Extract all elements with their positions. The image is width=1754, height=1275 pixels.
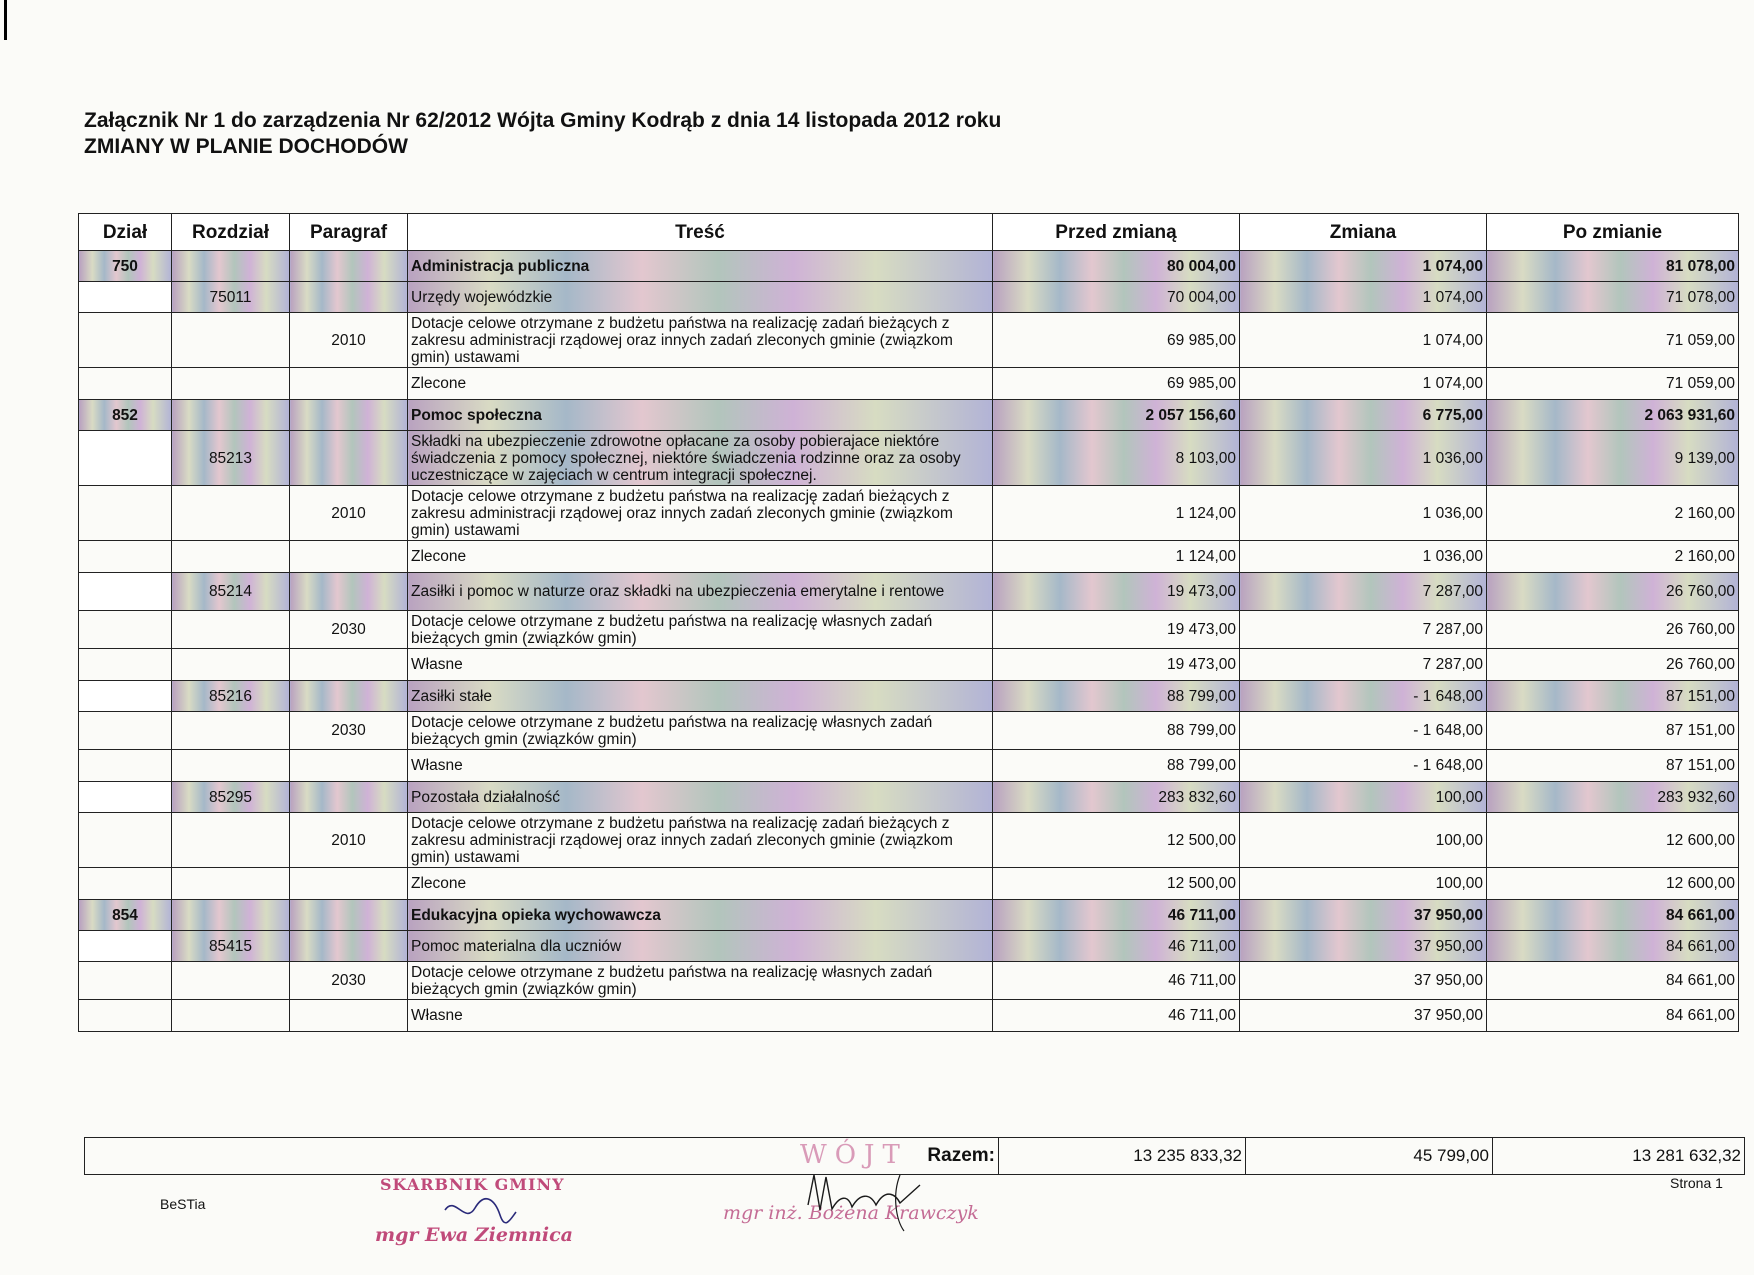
cell-paragraf xyxy=(290,750,408,782)
total-po: 13 281 632,32 xyxy=(1493,1138,1745,1175)
cell-rozdzial xyxy=(172,813,290,868)
cell-paragraf xyxy=(290,1000,408,1032)
cell-przed-zmiana: 19 473,00 xyxy=(993,649,1240,681)
cell-przed-zmiana: 70 004,00 xyxy=(993,282,1240,313)
cell-tresc: Dotacje celowe otrzymane z budżetu państwa na realizację zadań bieżących z zakresu administracji rządowej oraz innych zadań zleconych gminie (związkom gmin) ustawami xyxy=(408,813,993,868)
cell-tresc: Urzędy wojewódzkie xyxy=(408,282,993,313)
cell-paragraf xyxy=(290,573,408,611)
cell-przed-zmiana: 12 500,00 xyxy=(993,813,1240,868)
cell-dzial xyxy=(79,486,172,541)
cell-paragraf xyxy=(290,541,408,573)
cell-dzial xyxy=(79,962,172,1000)
cell-rozdzial: 75011 xyxy=(172,282,290,313)
cell-paragraf: 2010 xyxy=(290,813,408,868)
cell-paragraf xyxy=(290,282,408,313)
cell-przed-zmiana: 1 124,00 xyxy=(993,541,1240,573)
cell-tresc: Dotacje celowe otrzymane z budżetu państwa na realizację zadań bieżących z zakresu administracji rządowej oraz innych zadań zleconych gminie (związkom gmin) ustawami xyxy=(408,486,993,541)
cell-tresc: Zlecone xyxy=(408,541,993,573)
table-row xyxy=(79,251,1739,282)
table-row xyxy=(79,681,1739,712)
cell-tresc: Edukacyjna opieka wychowawcza xyxy=(408,900,993,931)
wojt-signature xyxy=(800,1165,940,1235)
cell-po-zmianie: 84 661,00 xyxy=(1487,1000,1739,1032)
cell-dzial xyxy=(79,1000,172,1032)
footer-software-label: BeSTia xyxy=(160,1196,206,1212)
cell-rozdzial xyxy=(172,868,290,900)
header-po-zmianie: Po zmianie xyxy=(1487,214,1739,251)
cell-tresc: Dotacje celowe otrzymane z budżetu państwa na realizację własnych zadań bieżących gmin (związków gmin) xyxy=(408,712,993,750)
cell-paragraf xyxy=(290,251,408,282)
cell-przed-zmiana: 19 473,00 xyxy=(993,573,1240,611)
cell-po-zmianie: 71 059,00 xyxy=(1487,313,1739,368)
cell-dzial xyxy=(79,368,172,400)
cell-zmiana: 100,00 xyxy=(1240,813,1487,868)
cell-po-zmianie: 84 661,00 xyxy=(1487,931,1739,962)
cell-rozdzial xyxy=(172,750,290,782)
table-row xyxy=(79,611,1739,649)
cell-przed-zmiana: 19 473,00 xyxy=(993,611,1240,649)
cell-tresc: Zasiłki stałe xyxy=(408,681,993,712)
table-row xyxy=(79,1000,1739,1032)
header-przed-zmiana: Przed zmianą xyxy=(993,214,1240,251)
cell-zmiana: 1 036,00 xyxy=(1240,486,1487,541)
cell-po-zmianie: 84 661,00 xyxy=(1487,962,1739,1000)
table-row xyxy=(79,486,1739,541)
header-zmiana: Zmiana xyxy=(1240,214,1487,251)
cell-rozdzial: 85213 xyxy=(172,431,290,486)
cell-rozdzial xyxy=(172,900,290,931)
cell-paragraf: 2030 xyxy=(290,712,408,750)
cell-po-zmianie: 81 078,00 xyxy=(1487,251,1739,282)
cell-tresc: Zlecone xyxy=(408,868,993,900)
cell-zmiana: 7 287,00 xyxy=(1240,573,1487,611)
cell-po-zmianie: 12 600,00 xyxy=(1487,868,1739,900)
cell-po-zmianie: 87 151,00 xyxy=(1487,681,1739,712)
cell-tresc: Dotacje celowe otrzymane z budżetu państwa na realizację własnych zadań bieżących gmin (związków gmin) xyxy=(408,962,993,1000)
cell-paragraf: 2030 xyxy=(290,611,408,649)
cell-przed-zmiana: 46 711,00 xyxy=(993,931,1240,962)
cell-dzial xyxy=(79,868,172,900)
cell-paragraf xyxy=(290,681,408,712)
cell-tresc: Własne xyxy=(408,649,993,681)
cell-po-zmianie: 26 760,00 xyxy=(1487,611,1739,649)
header-paragraf: Paragraf xyxy=(290,214,408,251)
cell-rozdzial xyxy=(172,541,290,573)
cell-dzial: 852 xyxy=(79,400,172,431)
cell-tresc: Składki na ubezpieczenie zdrowotne opłacane za osoby pobierajace niektóre świadczenia z pomocy społecznej, niektóre świadczenia rodzinne oraz za osoby uczestniczące w zajęciach w centrum integracji społecznej. xyxy=(408,431,993,486)
cell-dzial xyxy=(79,681,172,712)
document-title xyxy=(84,108,1001,160)
cell-paragraf: 2030 xyxy=(290,962,408,1000)
cell-po-zmianie: 12 600,00 xyxy=(1487,813,1739,868)
cell-przed-zmiana: 80 004,00 xyxy=(993,251,1240,282)
cell-zmiana: 1 074,00 xyxy=(1240,368,1487,400)
cell-paragraf xyxy=(290,931,408,962)
cell-zmiana: 1 074,00 xyxy=(1240,251,1487,282)
cell-rozdzial: 85214 xyxy=(172,573,290,611)
cell-tresc: Zasiłki i pomoc w naturze oraz składki na ubezpieczenia emerytalne i rentowe xyxy=(408,573,993,611)
cell-po-zmianie: 2 160,00 xyxy=(1487,486,1739,541)
table-row xyxy=(79,282,1739,313)
cell-przed-zmiana: 2 057 156,60 xyxy=(993,400,1240,431)
skarbnik-signature xyxy=(440,1190,520,1230)
cell-dzial xyxy=(79,750,172,782)
cell-dzial xyxy=(79,431,172,486)
cell-przed-zmiana: 12 500,00 xyxy=(993,868,1240,900)
cell-rozdzial xyxy=(172,251,290,282)
cell-zmiana: 7 287,00 xyxy=(1240,649,1487,681)
cell-przed-zmiana: 1 124,00 xyxy=(993,486,1240,541)
cell-przed-zmiana: 88 799,00 xyxy=(993,750,1240,782)
title-line-1: Załącznik Nr 1 do zarządzenia Nr 62/2012 Wójta Gminy Kodrąb z dnia 14 listopada 2012 roku xyxy=(84,109,1002,132)
cell-rozdzial xyxy=(172,400,290,431)
cell-paragraf xyxy=(290,868,408,900)
scan-edge-mark xyxy=(4,0,7,40)
cell-po-zmianie: 87 151,00 xyxy=(1487,712,1739,750)
cell-paragraf xyxy=(290,649,408,681)
cell-zmiana: 1 036,00 xyxy=(1240,431,1487,486)
cell-zmiana: 37 950,00 xyxy=(1240,1000,1487,1032)
cell-dzial xyxy=(79,712,172,750)
table-row xyxy=(79,573,1739,611)
cell-zmiana: 100,00 xyxy=(1240,782,1487,813)
cell-po-zmianie: 84 661,00 xyxy=(1487,900,1739,931)
table-body xyxy=(79,251,1739,1032)
cell-paragraf xyxy=(290,368,408,400)
cell-zmiana: 1 036,00 xyxy=(1240,541,1487,573)
table-row xyxy=(79,782,1739,813)
cell-tresc: Zlecone xyxy=(408,368,993,400)
cell-rozdzial: 85216 xyxy=(172,681,290,712)
cell-rozdzial xyxy=(172,712,290,750)
cell-przed-zmiana: 46 711,00 xyxy=(993,900,1240,931)
cell-rozdzial xyxy=(172,611,290,649)
cell-przed-zmiana: 88 799,00 xyxy=(993,681,1240,712)
header-dzial: Dział xyxy=(79,214,172,251)
cell-zmiana: 37 950,00 xyxy=(1240,931,1487,962)
cell-tresc: Własne xyxy=(408,1000,993,1032)
table-row xyxy=(79,962,1739,1000)
cell-po-zmianie: 2 160,00 xyxy=(1487,541,1739,573)
cell-tresc: Pomoc społeczna xyxy=(408,400,993,431)
cell-dzial xyxy=(79,649,172,681)
footer-page-number: Strona 1 xyxy=(1670,1175,1723,1191)
cell-zmiana: 6 775,00 xyxy=(1240,400,1487,431)
cell-zmiana: 1 074,00 xyxy=(1240,282,1487,313)
cell-dzial xyxy=(79,813,172,868)
table-header-row xyxy=(79,214,1739,251)
table-row xyxy=(79,368,1739,400)
cell-dzial xyxy=(79,931,172,962)
cell-rozdzial: 85295 xyxy=(172,782,290,813)
cell-zmiana: 37 950,00 xyxy=(1240,962,1487,1000)
total-label: Razem: xyxy=(85,1138,999,1175)
cell-zmiana: 100,00 xyxy=(1240,868,1487,900)
cell-zmiana: - 1 648,00 xyxy=(1240,712,1487,750)
cell-przed-zmiana: 69 985,00 xyxy=(993,313,1240,368)
table-row xyxy=(79,400,1739,431)
cell-dzial: 750 xyxy=(79,251,172,282)
cell-przed-zmiana: 69 985,00 xyxy=(993,368,1240,400)
table-row xyxy=(79,868,1739,900)
table-row xyxy=(79,649,1739,681)
table-row xyxy=(79,931,1739,962)
cell-rozdzial xyxy=(172,962,290,1000)
wojt-stamp-title: WÓJT xyxy=(800,1140,908,1170)
cell-dzial xyxy=(79,611,172,649)
cell-tresc: Pomoc materialna dla uczniów xyxy=(408,931,993,962)
cell-rozdzial: 85415 xyxy=(172,931,290,962)
table-row xyxy=(79,900,1739,931)
cell-dzial xyxy=(79,282,172,313)
cell-dzial xyxy=(79,541,172,573)
skarbnik-stamp-name: mgr Ewa Ziemnica xyxy=(375,1224,573,1246)
title-line-2: ZMIANY W PLANIE DOCHODÓW xyxy=(84,135,408,158)
cell-dzial xyxy=(79,573,172,611)
cell-paragraf xyxy=(290,782,408,813)
table-row xyxy=(79,750,1739,782)
table-row xyxy=(79,313,1739,368)
cell-zmiana: 7 287,00 xyxy=(1240,611,1487,649)
cell-tresc: Pozostała działalność xyxy=(408,782,993,813)
cell-tresc: Dotacje celowe otrzymane z budżetu państwa na realizację zadań bieżących z zakresu administracji rządowej oraz innych zadań zleconych gminie (związkom gmin) ustawami xyxy=(408,313,993,368)
cell-zmiana: - 1 648,00 xyxy=(1240,750,1487,782)
cell-paragraf: 2010 xyxy=(290,486,408,541)
header-tresc: Treść xyxy=(408,214,993,251)
table-row xyxy=(79,541,1739,573)
cell-po-zmianie: 9 139,00 xyxy=(1487,431,1739,486)
cell-rozdzial xyxy=(172,313,290,368)
total-zmiana: 45 799,00 xyxy=(1246,1138,1493,1175)
cell-paragraf xyxy=(290,431,408,486)
cell-zmiana: - 1 648,00 xyxy=(1240,681,1487,712)
cell-po-zmianie: 71 078,00 xyxy=(1487,282,1739,313)
total-przed: 13 235 833,32 xyxy=(999,1138,1246,1175)
cell-rozdzial xyxy=(172,649,290,681)
cell-rozdzial xyxy=(172,1000,290,1032)
cell-po-zmianie: 283 932,60 xyxy=(1487,782,1739,813)
cell-tresc: Dotacje celowe otrzymane z budżetu państwa na realizację własnych zadań bieżących gmin (związków gmin) xyxy=(408,611,993,649)
cell-po-zmianie: 87 151,00 xyxy=(1487,750,1739,782)
wojt-stamp-name: mgr inż. Bożena Krawczyk xyxy=(723,1202,979,1224)
cell-dzial xyxy=(79,313,172,368)
cell-paragraf xyxy=(290,400,408,431)
cell-przed-zmiana: 283 832,60 xyxy=(993,782,1240,813)
cell-zmiana: 37 950,00 xyxy=(1240,900,1487,931)
cell-zmiana: 1 074,00 xyxy=(1240,313,1487,368)
cell-przed-zmiana: 8 103,00 xyxy=(993,431,1240,486)
cell-tresc: Administracja publiczna xyxy=(408,251,993,282)
header-rozdzial: Rozdział xyxy=(172,214,290,251)
cell-przed-zmiana: 88 799,00 xyxy=(993,712,1240,750)
revenue-plan-table xyxy=(78,213,1739,1032)
cell-po-zmianie: 26 760,00 xyxy=(1487,649,1739,681)
cell-dzial xyxy=(79,782,172,813)
cell-po-zmianie: 26 760,00 xyxy=(1487,573,1739,611)
cell-po-zmianie: 2 063 931,60 xyxy=(1487,400,1739,431)
cell-przed-zmiana: 46 711,00 xyxy=(993,962,1240,1000)
skarbnik-stamp-title: SKARBNIK GMINY xyxy=(380,1175,565,1194)
table-row xyxy=(79,712,1739,750)
cell-paragraf: 2010 xyxy=(290,313,408,368)
cell-rozdzial xyxy=(172,368,290,400)
cell-tresc: Własne xyxy=(408,750,993,782)
cell-rozdzial xyxy=(172,486,290,541)
cell-paragraf xyxy=(290,900,408,931)
table-row xyxy=(79,431,1739,486)
cell-po-zmianie: 71 059,00 xyxy=(1487,368,1739,400)
cell-przed-zmiana: 46 711,00 xyxy=(993,1000,1240,1032)
table-row xyxy=(79,813,1739,868)
cell-dzial: 854 xyxy=(79,900,172,931)
